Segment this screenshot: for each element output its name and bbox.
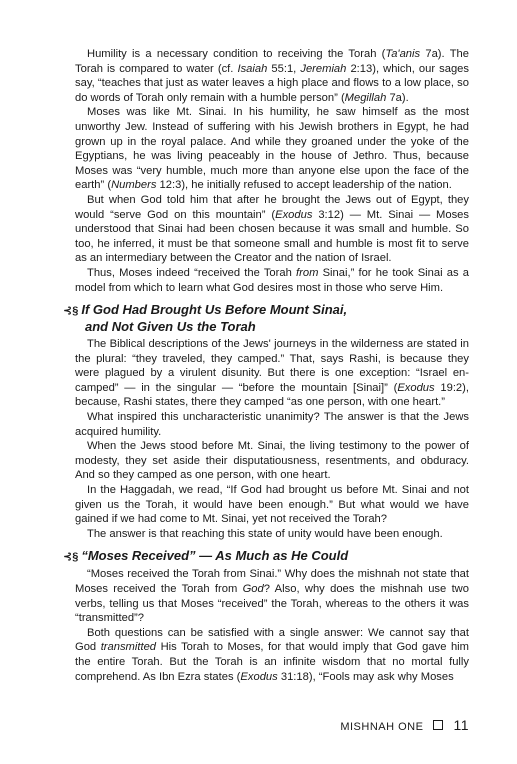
paragraph: Thus, Moses indeed “received the Torah from Sinai,” for he took Sinai as a model from which to learn what God desires most in those who serve Him.: [75, 266, 469, 294]
section-heading: [63, 548, 469, 565]
italic-text: Exodus: [397, 381, 435, 394]
italic-text: Exodus: [240, 670, 278, 683]
italic-text: God: [242, 583, 264, 595]
italic-text: Isaiah: [237, 62, 268, 75]
italic-text: Megillah: [344, 91, 387, 104]
italic-text: from: [296, 266, 319, 279]
heading-line-1: If God Had Brought Us Before Mount Sinai,: [81, 302, 348, 318]
paragraph: But when God told him that after he brought the Jews out of Egypt, they would “serve God on this mountain” (Exodus 3:12) — Mt. Sinai — Moses understood that Sinai had been chosen because it was small and humble. So too, he inferred, it must be that someone small and humble is most fit to serve as an intermediary between the Creator and the nation of Israel.: [75, 193, 469, 265]
italic-text: Jeremiah: [300, 62, 347, 75]
ornament-icon: ⊰§: [63, 551, 79, 564]
page-footer: [0, 717, 469, 733]
box-ornament-icon: [433, 720, 443, 730]
ornament-icon: ⊰§: [63, 305, 79, 318]
paragraph: In the Haggadah, we read, “If God had brought us before Mt. Sinai and not given us the Torah, it would have been enough.” But what would we have gained if we had come to Mt. Sinai, yet not received the Torah?: [75, 484, 469, 526]
paragraph: What inspired this uncharacteristic unanimity? The answer is that the Jews acquired humility.: [75, 411, 469, 438]
paragraph: The answer is that reaching this state of unity would have been enough.: [87, 527, 443, 540]
paragraph: Both questions can be satisfied with a single answer: We cannot say that God transmitted His Torah to Moses, for that would imply that God gave him the entire Torah. But the Torah is an infinite wisdom that no mortal fully comprehend. As Ibn Ezra states (Exodus 31:18), “Fools may ask why Moses: [75, 626, 469, 683]
paragraph: “Moses received the Torah from Sinai.” Why does the mishnah not state that Moses received the Torah from God? Also, why does the mishnah use two verbs, telling us that Moses “received” the Torah, whereas to the others it was “transmitted”?: [75, 568, 469, 625]
paragraph: The Biblical descriptions of the Jews' journeys in the wilderness are stated in the plural: “they traveled, they camped.” That, says Rashi, is because they were plagued by a virulent disunity. But there is one exception: “Israel en-camped” — in the singular — “before the mountain [Sinai]” (Exodus 19:2), because, Rashi states, there they camped “as one person, with one heart.”: [75, 338, 469, 409]
heading-text: “Moses Received” — As Much as He Could: [81, 548, 349, 564]
italic-text: Ta'anis: [385, 48, 421, 60]
italic-text: transmitted: [100, 641, 157, 654]
italic-text: Exodus: [275, 208, 313, 221]
paragraph: Humility is a necessary condition to receiving the Torah (Ta'anis 7a). The Torah is compared to water (cf. Isaiah 55:1, Jeremiah 2:13), which, our sages say, “teaches that just as water leaves a high place and flows to a low place, so do words of Torah only remain with a humble person” (Megillah 7a).: [75, 48, 469, 104]
paragraph: Moses was like Mt. Sinai. In his humility, he saw himself as the most unworthy Jew. Instead of suffering with his Jewish brothers in Egypt, he had grown up in the royal palace. And while they groaned under the yoke of the Egyptians, he was living peaceably in the house of Jethro. Thus, because Moses was “very humble, much more than anyone else upon the face of the earth” (Numbers 12:3), he initially refused to accept leadership of the nation.: [75, 106, 469, 192]
section-heading: [63, 302, 469, 335]
paragraph: When the Jews stood before Mt. Sinai, the living testimony to the power of modesty, they set aside their disputatiousness, resentments, and obduracy. And so they camped as one person, with one heart.: [75, 440, 469, 482]
running-head: MISHNAH ONE: [340, 721, 424, 733]
italic-text: Numbers: [111, 179, 157, 192]
page-number: 11: [453, 717, 469, 733]
heading-line-2: and Not Given Us the Torah: [85, 319, 256, 335]
